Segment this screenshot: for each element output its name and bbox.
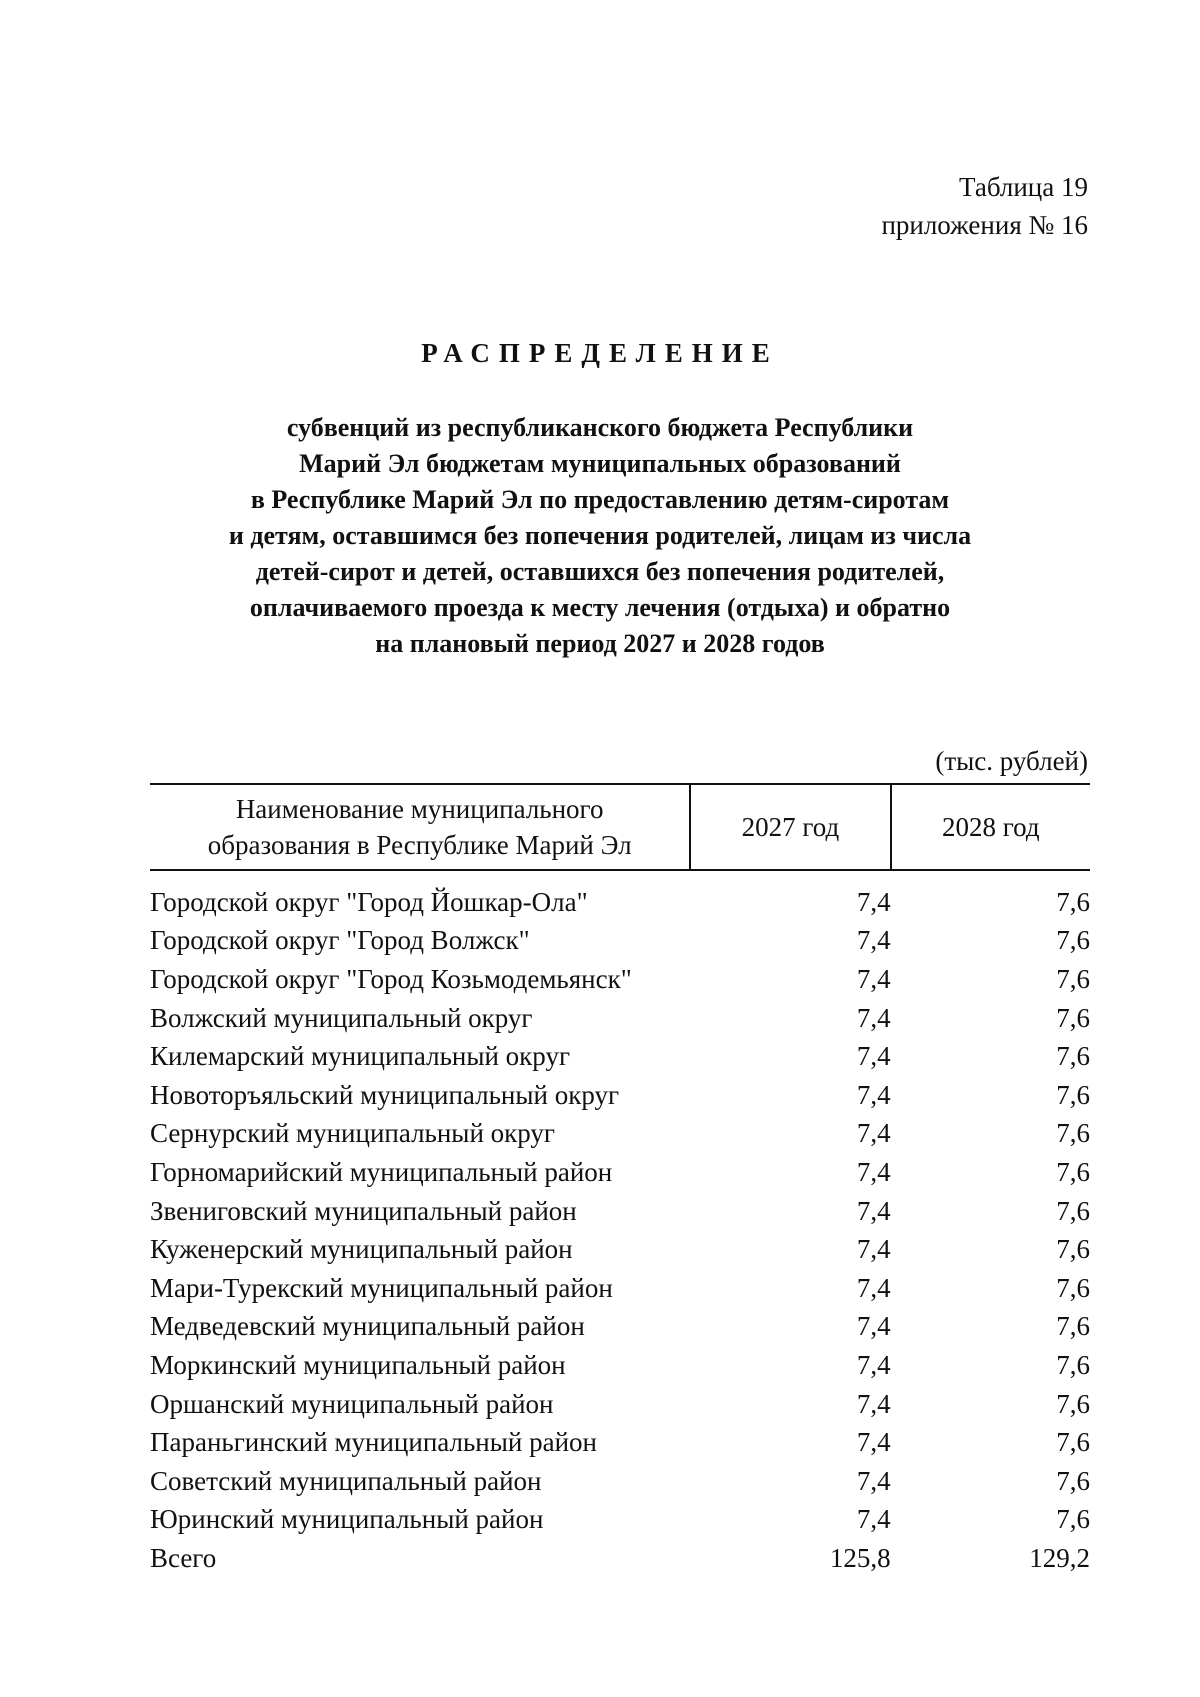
value-2027: 7,4: [856, 1427, 891, 1458]
subtitle-line: и детям, оставшимся без попечения родителей, лицам из числа: [228, 521, 972, 550]
value-2027: 7,4: [856, 1234, 891, 1265]
value-2027: 7,4: [856, 1272, 891, 1303]
table-row: [150, 1037, 1090, 1076]
table-row: [150, 1269, 1090, 1308]
table-number: Таблица 19: [959, 172, 1088, 202]
value-2027: 7,4: [856, 1041, 891, 1072]
value-2028: 7,6: [1056, 1079, 1090, 1110]
value-2027: 7,4: [856, 925, 891, 956]
value-2028: 7,6: [1056, 1195, 1090, 1226]
document-title: РАСПРЕДЕЛЕНИЕ: [421, 338, 779, 368]
value-2028: 7,6: [1056, 1465, 1090, 1496]
column-header-name: [150, 784, 690, 870]
value-2028: 7,6: [1056, 886, 1090, 917]
table-row: [150, 1308, 1090, 1347]
value-2027: 125,8: [829, 1542, 891, 1573]
value-2027: 7,4: [856, 1388, 891, 1419]
table-row: [150, 1385, 1090, 1424]
value-2028: 7,6: [1056, 1002, 1090, 1033]
municipality-name: Всего: [150, 1542, 217, 1573]
subtitle-line: на плановый период 2027 и 2028 годов: [375, 629, 825, 658]
municipality-name: Городской округ "Город Йошкар-Ола": [150, 886, 588, 917]
value-2028: 7,6: [1056, 1272, 1090, 1303]
appendix-number: приложения № 16: [881, 210, 1088, 240]
distribution-table: [150, 783, 1090, 1578]
municipality-name: Волжский муниципальный округ: [150, 1002, 533, 1033]
table-row: [150, 1230, 1090, 1269]
value-2028: 7,6: [1056, 1427, 1090, 1458]
municipality-name: Мари-Турекский муниципальный район: [150, 1272, 613, 1303]
table-spacer: [150, 870, 1090, 883]
table-header-row: [150, 784, 1090, 870]
value-2027: 7,4: [856, 886, 891, 917]
value-2027: 7,4: [856, 1195, 891, 1226]
value-2028: 7,6: [1056, 1118, 1090, 1149]
table-row: [150, 1115, 1090, 1154]
table-reference: [881, 168, 1088, 244]
table-row: [150, 1192, 1090, 1231]
table-row: [150, 883, 1090, 922]
value-2027: 7,4: [856, 1311, 891, 1342]
value-2027: 7,4: [856, 963, 891, 994]
value-2027: 7,4: [856, 1079, 891, 1110]
table-row: [150, 999, 1090, 1038]
subtitle-line: детей-сирот и детей, оставшихся без попечения родителей,: [255, 557, 945, 586]
municipality-name: Сернурский муниципальный округ: [150, 1118, 555, 1149]
column-header-name-line: Наименование муниципального: [235, 794, 604, 824]
units-label: (тыс. рублей): [935, 746, 1088, 776]
municipality-name: Юринский муниципальный район: [150, 1504, 544, 1535]
table-row: [150, 1462, 1090, 1501]
value-2028: 7,6: [1056, 963, 1090, 994]
value-2028: 7,6: [1056, 1388, 1090, 1419]
value-2027: 7,4: [856, 1504, 891, 1535]
value-2027: 7,4: [856, 1002, 891, 1033]
value-2028: 7,6: [1056, 1234, 1090, 1265]
subtitle-line: Марий Эл бюджетам муниципальных образований: [299, 449, 901, 478]
municipality-name: Советский муниципальный район: [150, 1465, 542, 1496]
value-2028: 7,6: [1056, 925, 1090, 956]
table-row: [150, 922, 1090, 961]
subtitle-line: субвенций из республиканского бюджета Республики: [286, 413, 914, 442]
table-row: [150, 1346, 1090, 1385]
table-row: [150, 1153, 1090, 1192]
value-2027: 7,4: [856, 1349, 891, 1380]
column-header-name-line: образования в Республике Марий Эл: [207, 830, 632, 860]
table-row: [150, 960, 1090, 999]
municipality-name: Городской округ "Город Козьмодемьянск": [150, 963, 632, 994]
subtitle-line: оплачиваемого проезда к месту лечения (отдыха) и обратно: [249, 593, 951, 622]
municipality-name: Килемарский муниципальный округ: [150, 1041, 571, 1072]
subtitle-line: в Республике Марий Эл по предоставлению детям-сиротам: [250, 485, 950, 514]
municipality-name: Оршанский муниципальный район: [150, 1388, 554, 1419]
value-2028: 129,2: [1029, 1542, 1090, 1573]
municipality-name: Куженерский муниципальный район: [150, 1234, 573, 1265]
table-row: [150, 1501, 1090, 1540]
value-2027: 7,4: [856, 1465, 891, 1496]
value-2028: 7,6: [1056, 1504, 1090, 1535]
document-subtitle: [150, 410, 1050, 662]
value-2028: 7,6: [1056, 1041, 1090, 1072]
value-2028: 7,6: [1056, 1311, 1090, 1342]
municipality-name: Параньгинский муниципальный район: [150, 1427, 597, 1458]
value-2027: 7,4: [856, 1118, 891, 1149]
table-body: [150, 870, 1090, 1578]
value-2028: 7,6: [1056, 1349, 1090, 1380]
municipality-name: Звениговский муниципальный район: [150, 1195, 577, 1226]
value-2027: 7,4: [856, 1156, 891, 1187]
municipality-name: Моркинский муниципальный район: [150, 1349, 566, 1380]
municipality-name: Медведевский муниципальный район: [150, 1311, 585, 1342]
municipality-name: Новоторъяльский муниципальный округ: [150, 1079, 620, 1110]
total-row: [150, 1539, 1090, 1578]
municipality-name: Горномарийский муниципальный район: [150, 1156, 613, 1187]
municipality-name: Городской округ "Город Волжск": [150, 925, 530, 956]
column-header-2028: 2028 год: [891, 784, 1090, 870]
value-2028: 7,6: [1056, 1156, 1090, 1187]
table-row: [150, 1423, 1090, 1462]
column-header-2027: 2027 год: [690, 784, 890, 870]
table-row: [150, 1076, 1090, 1115]
